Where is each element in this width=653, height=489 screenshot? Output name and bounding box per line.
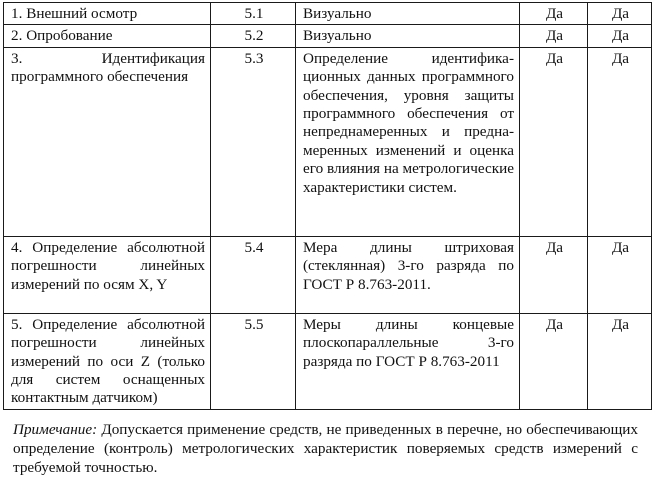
periodic-verification-flag: Да: [588, 236, 652, 313]
primary-verification-flag: Да: [520, 3, 588, 25]
table-row: [4, 313, 652, 409]
section-number: 5.3: [211, 47, 296, 236]
verification-means: Меры длины концевые плоскопараллельные 3-го разряда по ГОСТ Р 8.763-2011: [296, 313, 520, 409]
table-note: [13, 420, 638, 477]
primary-verification-flag: Да: [520, 236, 588, 313]
verification-means: Визуально: [296, 25, 520, 47]
operation-name: 4. Определение абсолютной погрешности линейных измерений по осям X, Y: [4, 236, 211, 313]
periodic-verification-flag: Да: [588, 47, 652, 236]
verification-operations-table: [3, 2, 652, 410]
primary-verification-flag: Да: [520, 47, 588, 236]
primary-verification-flag: Да: [520, 25, 588, 47]
verification-means: Визуально: [296, 3, 520, 25]
operation-name: 1. Внешний осмотр: [4, 3, 211, 25]
periodic-verification-flag: Да: [588, 313, 652, 409]
operation-name: 5. Определение абсолютной погрешности линейных измерений по оси Z (только для систем оснащенных контактным датчиком): [4, 313, 211, 409]
table-row: [4, 3, 652, 25]
table-row: [4, 25, 652, 47]
section-number: 5.5: [211, 313, 296, 409]
primary-verification-flag: Да: [520, 313, 588, 409]
periodic-verification-flag: Да: [588, 3, 652, 25]
periodic-verification-flag: Да: [588, 25, 652, 47]
note-text: Допускается применение средств, не приведенных в перечне, но обеспечивающих определение (контроль) метрологических характеристик поверяемых средств измерений с требуемой точностью.: [13, 421, 638, 476]
section-number: 5.4: [211, 236, 296, 313]
verification-means: Определение идентификационных данных программного обеспечения, уровня защиты программного обеспечения от непреднамеренных и преднамеренных изменений и оценка его влияния на метрологические характеристики систем.: [296, 47, 520, 236]
table-row: [4, 47, 652, 236]
table-row: [4, 236, 652, 313]
verification-means: Мера длины штриховая (стеклянная) 3-го разряда по ГОСТ Р 8.763-2011.: [296, 236, 520, 313]
operation-name: 3. Идентификация программного обеспечения: [4, 47, 211, 236]
operation-name: 2. Опробование: [4, 25, 211, 47]
section-number: 5.1: [211, 3, 296, 25]
note-label: Примечание:: [13, 421, 98, 438]
section-number: 5.2: [211, 25, 296, 47]
